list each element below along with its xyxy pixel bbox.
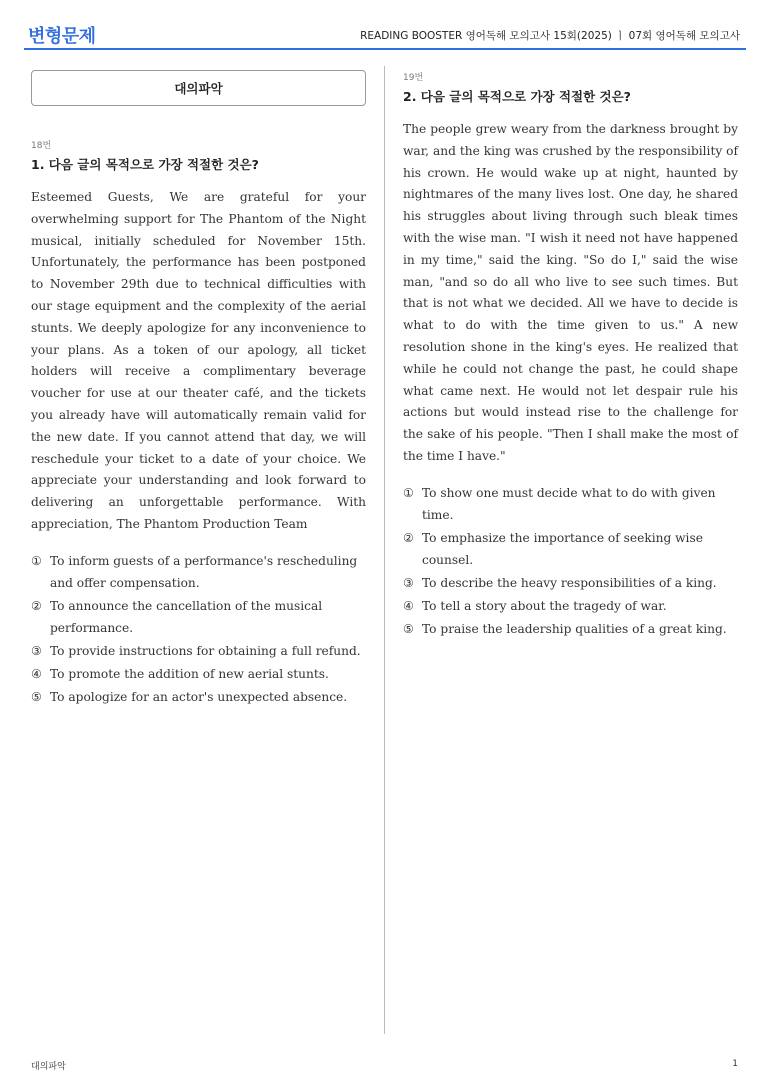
choice-number: ② <box>31 598 42 613</box>
choice-number: ② <box>403 530 414 545</box>
choice-text: To promote the addition of new aerial stunts. <box>50 666 329 681</box>
page-number: 1 <box>732 1059 738 1069</box>
choice-text: To tell a story about the tragedy of war. <box>422 598 667 613</box>
question-number: 19번 <box>403 73 424 83</box>
question-number: 18번 <box>31 141 52 151</box>
page-header <box>24 18 746 50</box>
answer-choice[interactable] <box>403 527 738 571</box>
section-heading-box <box>31 70 366 106</box>
choice-number: ④ <box>403 598 414 613</box>
column-divider <box>384 66 385 1034</box>
answer-choice[interactable] <box>31 663 366 685</box>
choice-number: ④ <box>31 666 42 681</box>
question-title: 1. 다음 글의 목적으로 가장 적절한 것은? <box>31 157 259 172</box>
choice-text: To inform guests of a performance's rescheduling and offer compensation. <box>50 553 358 590</box>
right-column <box>403 66 738 641</box>
answer-choice[interactable] <box>403 595 738 617</box>
choice-number: ⑤ <box>403 621 414 636</box>
question-block-18 <box>31 138 366 708</box>
choice-number: ① <box>31 553 42 568</box>
answer-choice[interactable] <box>403 482 738 526</box>
answer-choices <box>403 482 738 640</box>
choice-number: ⑤ <box>31 689 42 704</box>
answer-choice[interactable] <box>31 550 366 594</box>
choice-text: To show one must decide what to do with given time. <box>422 485 716 522</box>
choice-number: ③ <box>31 643 42 658</box>
choice-text: To provide instructions for obtaining a full refund. <box>50 643 361 658</box>
question-block-19 <box>403 70 738 640</box>
document-title: READING BOOSTER 영어독해 모의고사 15회(2025) ㅣ 07회 영어독해 모의고사 <box>360 30 740 42</box>
question-title: 2. 다음 글의 목적으로 가장 적절한 것은? <box>403 89 631 104</box>
footer-section-label: 대의파악 <box>31 1062 66 1072</box>
reading-passage: Esteemed Guests, We are grateful for your overwhelming support for The Phantom of the Night musical, initially scheduled for November 15th. Unfortunately, the performance has been postponed to November 29th due to technical difficulties with our stage equipment and the complexity of the aerial stunts. We deeply apologize for any inconvenience to your plans. As a token of our apology, all ticket holders will receive a complimentary beverage voucher for use at our theater café, and the tickets you already have will automatically remain valid for the new date. If you cannot attend that day, we will reschedule your ticket to a date of your choice. We appreciate your understanding and look forward to delivering an unforgettable performance. With appreciation, The Phantom Production Team <box>31 190 366 531</box>
choice-text: To announce the cancellation of the musical performance. <box>50 598 323 635</box>
answer-choice[interactable] <box>31 595 366 639</box>
section-heading: 대의파악 <box>174 81 223 96</box>
choice-number: ① <box>403 485 414 500</box>
answer-choice[interactable] <box>403 618 738 640</box>
reading-passage: The people grew weary from the darkness brought by war, and the king was crushed by the responsibility of his crown. He would wake up at night, haunted by nightmares of the many lives lost. One day, he shared his struggles about living through such bleak times with the wise man. "I wish it need not have happened in my time," said the king. "So do I," said the wise man, "and so do all who live to see such times. But that is not what we decided. All we have to decide is what to do with the time given to us." A new resolution shone in the king's eyes. He realized that while he could not change the past, he could shape what came next. He would not let despair rule his actions but would instead rise to the challenge for the sake of his people. "Then I shall make the most of the time I have." <box>403 122 738 463</box>
choice-text: To apologize for an actor's unexpected absence. <box>50 689 348 704</box>
answer-choice[interactable] <box>31 640 366 662</box>
choice-text: To describe the heavy responsibilities of a king. <box>422 575 717 590</box>
answer-choice[interactable] <box>31 686 366 708</box>
left-column <box>31 66 366 709</box>
answer-choice[interactable] <box>403 572 738 594</box>
choice-text: To praise the leadership qualities of a great king. <box>422 621 727 636</box>
brand-title: 변형문제 <box>28 26 96 47</box>
answer-choices <box>31 550 366 708</box>
choice-number: ③ <box>403 575 414 590</box>
choice-text: To emphasize the importance of seeking wise counsel. <box>422 530 703 567</box>
